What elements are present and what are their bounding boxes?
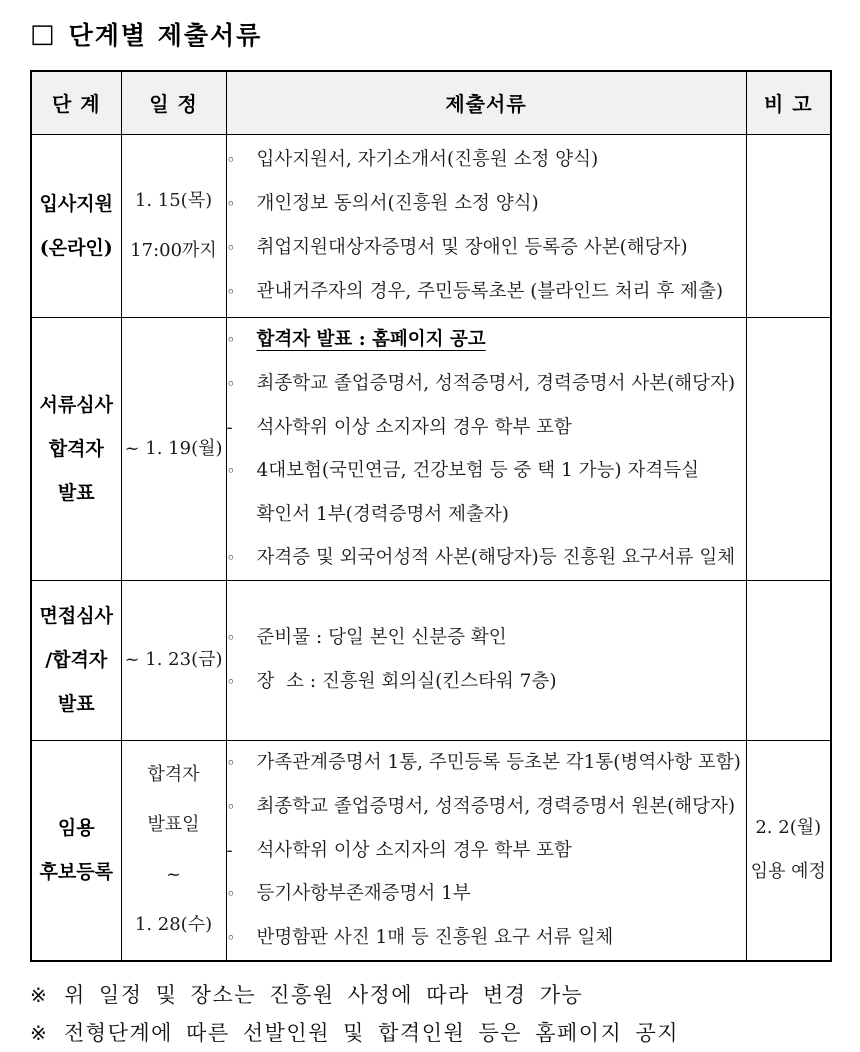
documents-cell xyxy=(226,317,746,580)
circle-bullet-icon: ◦ xyxy=(226,548,236,567)
stage-cell-line: /합격자 xyxy=(45,649,108,671)
schedule-cell-line: 합격자 xyxy=(147,764,200,785)
dash-bullet-icon: - xyxy=(226,839,233,861)
schedule-cell xyxy=(121,580,226,740)
footnote-text: 위 일정 및 장소는 진흥원 사정에 따라 변경 가능 xyxy=(64,982,584,1007)
schedule-cell-line: ~ 1. 19(월) xyxy=(124,437,223,459)
schedule-cell-line: 1. 15(목) xyxy=(134,189,213,211)
table-row xyxy=(31,740,831,961)
stage-cell-line: 후보등록 xyxy=(39,861,113,883)
col-header-note: 비 고 xyxy=(746,71,831,134)
note-cell xyxy=(746,580,831,740)
document-item-text: 4대보험(국민연금, 건강보험 등 중 택 1 가능) 자격득실 xyxy=(256,459,699,481)
document-item xyxy=(227,138,746,182)
stage-cell-line: 입사지원 xyxy=(39,192,113,215)
circle-bullet-icon: ◦ xyxy=(226,282,236,301)
schedule-cell-line: 발표일 xyxy=(147,814,200,835)
schedule-cell-line: 1. 28(수) xyxy=(134,914,213,935)
note-cell xyxy=(746,740,831,961)
footnotes xyxy=(30,976,830,1052)
document-item xyxy=(227,660,746,704)
note-cell xyxy=(746,134,831,317)
circle-bullet-icon: ◦ xyxy=(226,928,236,947)
document-item-text: 입사지원서, 자기소개서(진흥원 소정 양식) xyxy=(256,148,599,170)
circle-bullet-icon: ◦ xyxy=(226,374,236,393)
document-item-text: 취업지원대상자증명서 및 장애인 등록증 사본(해당자) xyxy=(256,236,688,258)
table-header-row xyxy=(31,71,831,134)
document-item-text: 합격자 발표 : 홈페이지 공고 xyxy=(256,328,486,350)
circle-bullet-icon: ◦ xyxy=(226,150,236,169)
footnote xyxy=(30,976,830,1014)
circle-bullet-icon: ◦ xyxy=(226,884,236,903)
stage-cell-line: (온라인) xyxy=(39,236,113,259)
stage-cell xyxy=(31,740,121,961)
circle-bullet-icon: ◦ xyxy=(226,461,236,480)
document-item-text: 석사학위 이상 소지자의 경우 학부 포함 xyxy=(256,416,572,438)
col-header-stage: 단 계 xyxy=(31,71,121,134)
document-item-text: 가족관계증명서 1통, 주민등록 등초본 각1통(병역사항 포함) xyxy=(256,751,741,773)
footnote-text: 전형단계에 따른 선발인원 및 합격인원 등은 홈페이지 공지 xyxy=(64,1020,680,1045)
document-item-text: 장 소 : 진흥원 회의실(킨스타워 7층) xyxy=(256,671,557,692)
document-item-text: 등기사항부존재증명서 1부 xyxy=(256,882,471,904)
reference-mark-icon: ※ xyxy=(30,982,49,1007)
document-item-text: 관내거주자의 경우, 주민등록초본 (블라인드 처리 후 제출) xyxy=(256,280,724,302)
section-title xyxy=(30,16,830,52)
circle-bullet-icon: ◦ xyxy=(226,194,236,213)
circle-bullet-icon: ◦ xyxy=(226,797,236,816)
documents-cell xyxy=(226,740,746,961)
note-cell-line: 2. 2(월) xyxy=(755,817,822,838)
document-item xyxy=(227,829,746,872)
stage-cell xyxy=(31,317,121,580)
document-item xyxy=(227,616,746,660)
document-item xyxy=(227,318,746,362)
col-header-schedule: 일 정 xyxy=(121,71,226,134)
stage-cell xyxy=(31,580,121,740)
document-item xyxy=(227,741,746,785)
stage-cell-line: 면접심사 xyxy=(39,605,113,627)
document-item xyxy=(227,406,746,449)
circle-bullet-icon: ◦ xyxy=(226,629,236,647)
document-item-text: 자격증 및 외국어성적 사본(해당자)등 진흥원 요구서류 일체 xyxy=(256,546,736,568)
document-item xyxy=(227,449,746,493)
submission-documents-table xyxy=(30,70,832,962)
circle-bullet-icon: ◦ xyxy=(226,673,236,691)
schedule-cell-line: ~ xyxy=(165,864,182,885)
document-item xyxy=(227,916,746,960)
stage-cell-line: 합격자 xyxy=(48,437,104,460)
circle-bullet-icon: ◦ xyxy=(226,330,236,349)
document-item xyxy=(227,362,746,406)
circle-bullet-icon: ◦ xyxy=(226,238,236,257)
stage-cell-line: 임용 xyxy=(57,817,95,839)
section-title-text: 단계별 제출서류 xyxy=(68,21,263,50)
documents-cell xyxy=(226,580,746,740)
table-row xyxy=(31,580,831,740)
documents-cell xyxy=(226,134,746,317)
document-item-text: 준비물 : 당일 본인 신분증 확인 xyxy=(256,627,507,648)
circle-bullet-icon: ◦ xyxy=(226,753,236,772)
schedule-cell xyxy=(121,317,226,580)
stage-cell-line: 발표 xyxy=(57,693,95,715)
table-row xyxy=(31,134,831,317)
stage-cell-line: 발표 xyxy=(57,481,95,504)
schedule-cell-line: ~ 1. 23(금) xyxy=(124,649,223,670)
document-item xyxy=(227,536,746,580)
document-item-text: 최종학교 졸업증명서, 성적증명서, 경력증명서 원본(해당자) xyxy=(256,795,736,817)
document-item-text: 반명함판 사진 1매 등 진흥원 요구 서류 일체 xyxy=(256,926,614,948)
document-item xyxy=(227,785,746,829)
document-item xyxy=(227,226,746,270)
schedule-cell-line: 17:00까지 xyxy=(130,239,217,261)
document-item xyxy=(227,872,746,916)
dash-bullet-icon: - xyxy=(226,416,233,438)
document-item-text: 최종학교 졸업증명서, 성적증명서, 경력증명서 사본(해당자) xyxy=(256,372,736,394)
stage-cell xyxy=(31,134,121,317)
document-item xyxy=(227,493,746,536)
document-item-text: 석사학위 이상 소지자의 경우 학부 포함 xyxy=(256,839,572,861)
col-header-documents: 제출서류 xyxy=(226,71,746,134)
table-row xyxy=(31,317,831,580)
document-item xyxy=(227,182,746,226)
square-bullet-icon: □ xyxy=(30,19,57,49)
document-item xyxy=(227,270,746,314)
note-cell xyxy=(746,317,831,580)
schedule-cell xyxy=(121,134,226,317)
document-item-text: 개인정보 동의서(진흥원 소정 양식) xyxy=(256,192,539,214)
note-cell-line: 임용 예정 xyxy=(750,861,826,882)
footnote xyxy=(30,1014,830,1052)
schedule-cell xyxy=(121,740,226,961)
reference-mark-icon: ※ xyxy=(30,1020,49,1045)
document-item-text: 확인서 1부(경력증명서 제출자) xyxy=(256,503,509,525)
stage-cell-line: 서류심사 xyxy=(39,393,113,416)
